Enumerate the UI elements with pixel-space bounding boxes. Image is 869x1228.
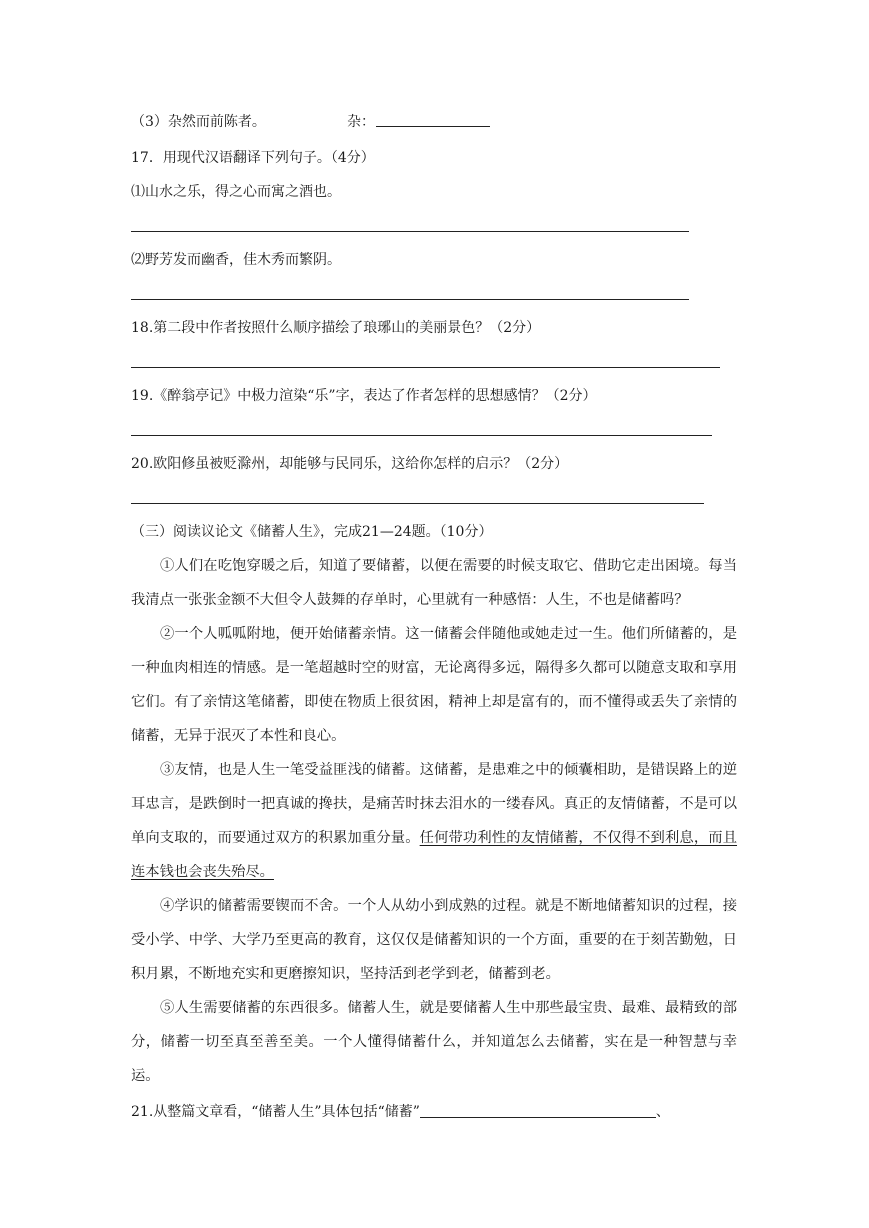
q20-answer-line[interactable] [131,503,704,504]
q16-3-answer-line[interactable] [376,126,490,127]
paragraph-4-text: ④学识的储蓄需要锲而不舍。一个人从幼小到成熟的过程。就是不断地储蓄知识的过程，接受小学、中学、大学乃至更高的教育，这仅仅是储蓄知识的一个方面，重要的在于刻苦勤勉，日积月累，不断地充实和更磨擦知识，坚持活到老学到老，储蓄到老。 [131,898,737,982]
paragraph-3-container [131,753,737,889]
passage-paragraph-2 [131,617,737,753]
section-3-heading: （三）阅读议论文《储蓄人生》，完成21—24题。（10分） [131,524,493,540]
q16-3-label: 杂： [347,114,375,130]
q20-title: 20.欧阳修虽被贬滁州，却能够与民同乐，这给你怎样的启示？（2分） [131,456,569,472]
q17-answer-line-2[interactable] [131,299,689,300]
paragraph-1-text: ①人们在吃饱穿暖之后，知道了要储蓄，以便在需要的时候支取它、借助它走出困境。每当我清点一张张金额不大但令人鼓舞的存单时，心里就有一种感悟：人生，不也是储蓄吗？ [131,558,737,608]
passage-paragraph-1 [131,549,737,617]
q17-answer-line-1[interactable] [131,231,689,232]
paragraph-2-text: ②一个人呱呱附地，便开始储蓄亲情。这一储蓄会伴随他或她走过一生。他们所储蓄的，是一种血肉相连的情感。是一笔超越时空的财富，无论离得多远，隔得多久都可以随意支取和享用它们。有了亲情这笔储蓄，即使在物质上很贫困，精神上却是富有的，而不懂得或丢失了亲情的储蓄，无异于泯灭了本性和良心。 [131,626,737,744]
passage-paragraph-3 [131,753,737,889]
q17-sentence-2: ⑵野芳发而幽香，佳木秀而繁阴。 [131,252,341,268]
q19-answer-line[interactable] [131,435,712,436]
q21-line [131,1101,670,1121]
q17-sentence-1: ⑴山水之乐，得之心而寓之酒也。 [131,184,341,200]
q21-suffix: 、 [655,1104,670,1120]
q19-title: 19.《醉翁亭记》中极力渲染“乐”字，表达了作者怎样的思想感情？（2分） [131,388,597,404]
q18-title: 18.第二段中作者按照什么顺序描绘了琅琊山的美丽景色？（2分） [131,320,541,336]
paragraph-3-text: ③友情，也是人生一笔受益匪浅的储蓄。这储蓄，是患难之中的倾囊相助，是错误路上的逆耳忠言，是跌倒时一把真诚的搀扶，是痛苦时抹去泪水的一缕春风。真正的友情储蓄，不是可以单向支取的，而要通过双方的积累加重分量。 [131,762,737,846]
q17-title: 17．用现代汉语翻译下列句子。（4分） [131,150,375,166]
passage-paragraph-4 [131,889,737,991]
q18-answer-line[interactable] [131,367,720,368]
q21-answer-blank[interactable] [420,1103,656,1118]
q16-3-text: （3）杂然而前陈者。 [131,114,266,130]
q21-prefix: 21.从整篇文章看，“储蓄人生”具体包括“储蓄” [131,1104,420,1120]
paragraph-3-underlined-sentence: 任何带功利性的友情储蓄，不仅得不到利息，而且连本钱也会丧失殆尽。 [131,830,738,880]
passage-paragraph-5 [131,991,737,1093]
paragraph-5-text: ⑤人生需要储蓄的东西很多。储蓄人生，就是要储蓄人生中那些最宝贵、最难、最精致的部分，储蓄一切至真至善至美。一个人懂得储蓄什么，并知道怎么去储蓄，实在是一种智慧与幸运。 [131,1000,737,1084]
